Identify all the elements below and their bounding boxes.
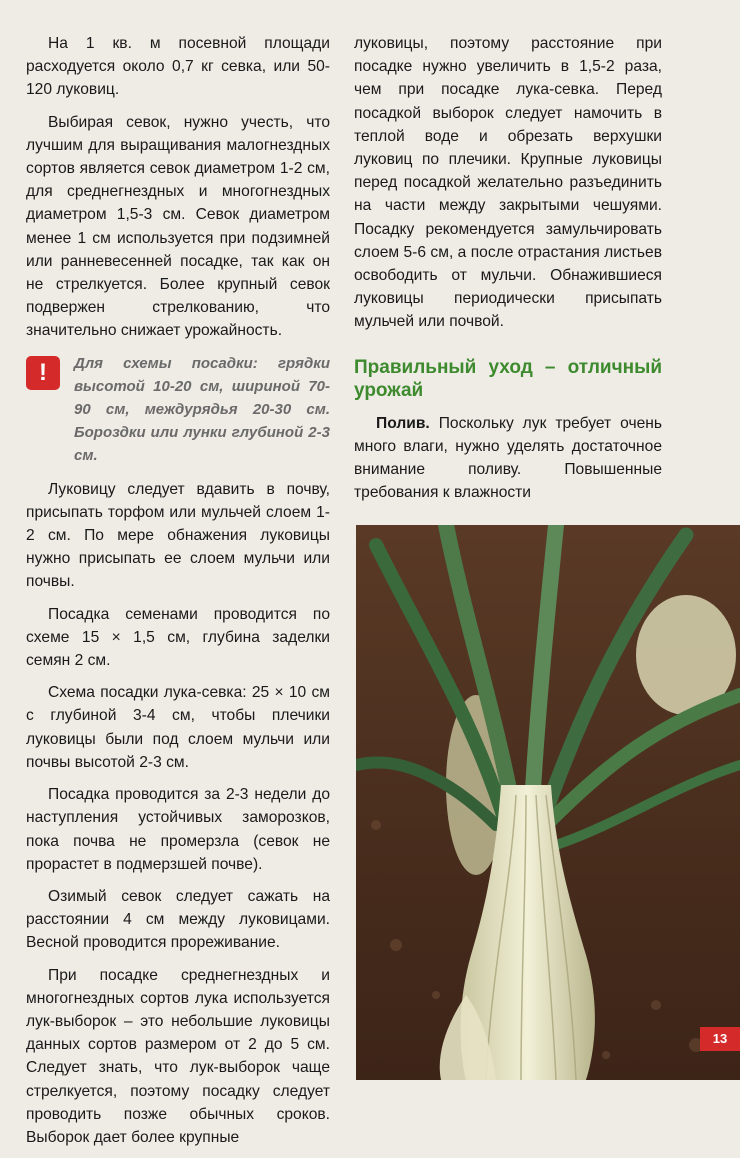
right-column: [354, 32, 662, 513]
paragraph: При посадке среднегнездных и многогнездных сортов лука используется лук-выборок – это небольшие луковицы данных сортов размером от 2 до 5 см. Следует знать, что лук-выборок чаще стрелкуется, поэтому посадку следует проводить позже обычных сроков. Выборок дает более крупные: [26, 966, 330, 1146]
paragraph: На 1 кв. м посевной площади расходуется около 0,7 кг севка, или 50-120 луковиц.: [26, 35, 330, 99]
paragraph: Луковицу следует вдавить в почву, присыпать торфом или мульчей слоем 1-2 см. По мере обнажения луковицы нужно присыпать ее слоем мульчи или почвы.: [26, 480, 330, 591]
paragraph-lead: Полив.: [376, 414, 430, 432]
paragraph: Посадка семенами проводится по схеме 15 × 1,5 см, глубина заделки семян 2 см.: [26, 605, 330, 670]
paragraph: Выбирая севок, нужно учесть, что лучшим для выращивания малогнездных сортов является севок диаметром 1-2 см, для среднегнездных и многогнездных диаметром 1,5-3 см. Севок диаметром менее 1 см используется при подзимней или ранневесенней посадке, так как он не стрелкуется. Более крупный севок подвержен стрелкованию, что значительно снижает урожайность.: [26, 113, 330, 340]
paragraph: Посадка проводится за 2-3 недели до наступления устойчивых заморозков, пока почва не промерзла (севок не прорастет в подмерзшей почве).: [26, 786, 330, 873]
planting-note: [26, 352, 330, 468]
paragraph: Схема посадки лука-севка: 25 × 10 см с глубиной 3-4 см, чтобы плечики луковицы были под слоем мульчи или почвы высотой 2-3 см.: [26, 684, 330, 771]
onion-illustration: [356, 525, 740, 1080]
page-number: 13: [700, 1027, 740, 1051]
paragraph: луковицы, поэтому расстояние при посадке нужно увеличить в 1,5-2 раза, чем при посадке лука-севка. Перед посадкой выборок следует намочить в теплой воде и обрезать верхушки луковиц по плечики. Крупные луковицы перед посадкой желательно разъединить на части между закрытыми чешуями. Посадку рекомендуется замульчировать слоем 5-6 см, а после отрастания листьев освободить от мульчи. Обнажившиеся луковицы периодически присыпать мульчей или почвой.: [354, 35, 662, 331]
note-text: Для схемы посадки: грядки высотой 10-20 см, шириной 70-90 см, междурядья 20-30 см. Бороздки или лунки глубиной 2-3 см.: [74, 354, 330, 465]
left-column: [26, 32, 330, 1158]
onion-photo: [356, 525, 740, 1080]
section-heading: Правильный уход – отличный урожай: [354, 356, 662, 401]
exclamation-icon: !: [26, 356, 60, 390]
paragraph: Озимый севок следует сажать на расстоянии 4 см между луковицами. Весной проводится прореживание.: [26, 887, 330, 952]
paragraph: [354, 412, 662, 505]
paragraph-body: Поскольку лук требует очень много влаги, нужно уделять достаточное внимание поливу. Повышенные требования к влажности: [354, 414, 662, 502]
